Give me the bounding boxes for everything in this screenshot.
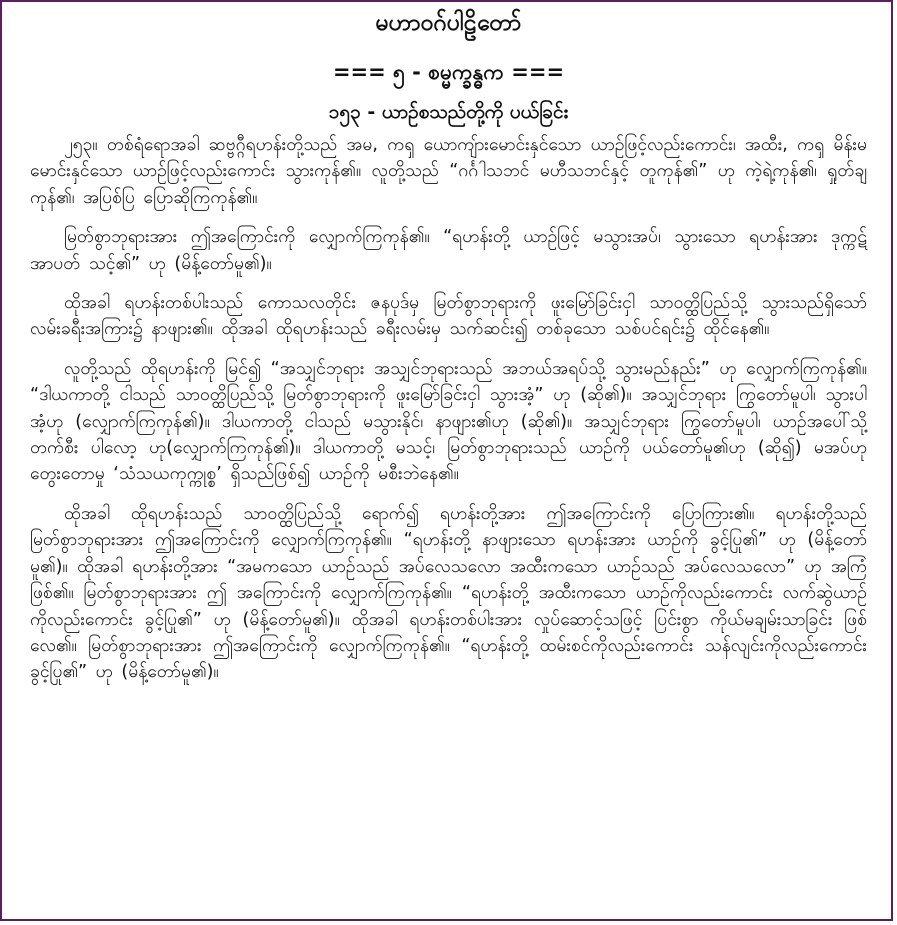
paragraph-2: မြတ်စွာဘုရားအား ဤအကြောင်းကို လျှောက်ကြကုန်၏။ “ရဟန်းတို့ ယာဉ်ဖြင့် မသွားအပ်၊ သွားသော ရဟန်းအား ဒုက္ကဋ်အာပတ် သင့်၏” ဟု (မိန့်တော်မူ၏)။ — [30, 227, 867, 274]
paragraph-3: ထိုအခါ ရဟန်းတစ်ပါးသည် ကောသလတိုင်း ဇနပုဒ်မှ မြတ်စွာဘုရားကို ဖူးမြော်ခြင်းငှါ သာဝတ္ထိပြည်သို့ သွားသည်ရှိသော် လမ်းခရီးအကြား၌ နာဖျား၏။ ထိုအခါ ထိုရဟန်းသည် ခရီးလမ်းမှ သက်ဆင်း၍ တစ်ခုသော သစ်ပင်ရင်း၌ ထိုင်နေ၏။ — [30, 293, 867, 340]
paragraph-4: လူတို့သည် ထိုရဟန်းကို မြင်၍ “အသျှင်ဘုရား အသျှင်ဘုရားသည် အဘယ်အရပ်သို့ သွားမည်နည်း” ဟု လျှောက်ကြကုန်၏။ “ဒါယကာတို့ ငါသည် သာဝတ္ထိပြည်သို့ မြတ်စွာဘုရားကို ဖူးမြော်ခြင်းငှါ သွားအံ့” ဟု (ဆို၏)။ အသျှင်ဘုရား ကြွတော်မူပါ၊ သွားပါအံ့ဟု (လျှောက်ကြကုန်၏)။ ဒါယကာတို့ ငါသည် မသွားနိုင်၊ နာဖျား၏ဟု (ဆို၏)။ အသျှင်ဘုရား ကြွတော်မူပါ၊ ယာဉ်အပေါ်သို့ တက်စီး ပါလော့ ဟု(လျှောက်ကြကုန်၏)။ ဒါယကာတို့ မသင့်၊ မြတ်စွာဘုရားသည် ယာဉ်ကို ပယ်တော်မူ၏ဟု (ဆို၍) မအပ်ဟု တွေးတောမှု ‘သံသယကုက္ကုစ္စ’ ရှိသည်ဖြစ်၍ ယာဉ်ကို မစီးဘဲနေ၏။ — [30, 358, 867, 485]
paragraph-5: ထိုအခါ ထိုရဟန်းသည် သာဝတ္ထိပြည်သို့ ရောက်၍ ရဟန်းတို့အား ဤအကြောင်းကို ပြောကြား၏။ ရဟန်းတို့သည် မြတ်စွာဘုရားအား ဤအကြောင်းကို လျှောက်ကြကုန်၏။ “ရဟန်းတို့ နာဖျားသော ရဟန်းအား ယာဉ်ကို ခွင့်ပြု၏” ဟု (မိန့်တော်မူ၏)။ ထိုအခါ ရဟန်းတို့အား “အမကသော ယာဉ်သည် အပ်လေသလော အထီးကသော ယာဉ်သည် အပ်လေသလော” ဟု အကြံဖြစ်၏။ မြတ်စွာဘုရားအား ဤ အကြောင်းကို လျှောက်ကြကုန်၏။ “ရဟန်းတို့ အထီးကသော ယာဉ်ကိုလည်းကောင်း လက်ဆွဲယာဉ်ကိုလည်းကောင်း ခွင့်ပြု၏” ဟု (မိန့်တော်မူ၏)။ ထိုအခါ ရဟန်းတစ်ပါးအား လှုပ်ဆောင့်သဖြင့် ပြင်းစွာ ကိုယ်မချမ်းသာခြင်း ဖြစ်လေ၏။ မြတ်စွာဘုရားအား ဤအကြောင်းကို လျှောက်ကြကုန်၏။ “ရဟန်းတို့ ထမ်းစင်ကိုလည်းကောင်း သန်လျင်းကိုလည်းကောင်း ခွင့်ပြု၏” ဟု (မိန့်တော်မူ၏)။ — [30, 503, 867, 683]
document-body — [8, 6, 885, 917]
paragraph-1: ၂၅၃။ တစ်ရံရောအခါ ဆဗ္ဗဂ္ဂီရဟန်းတို့သည် အမ, ကၡ ယောကျ်ားမောင်းနှင်သော ယာဉ်ဖြင့်လည်းကောင်း၊ အထီး, ကၡ မိန်းမမောင်းနှင်သော ယာဉ်ဖြင့်လည်းကောင်း သွားကုန်၏။ လူတို့သည် “ဂင်္ဂါသဘင် မဟီသဘင်နှင့် တူကုန်၏” ဟု ကဲ့ရဲ့ကုန်၏၊ ရှုတ်ချကုန်၏၊ အပြစ်ပြ ပြောဆိုကြကုန်၏။ — [30, 135, 867, 208]
book-title: မဟာဝဂ်ပါဠိတော် — [375, 10, 522, 36]
section-title: ၁၅၃ - ယာဉ်စသည်တို့ကို ပယ်ခြင်း — [328, 101, 569, 123]
chapter-title: === ၅ - စမ္မက္ခန္ဓက === — [332, 60, 565, 84]
